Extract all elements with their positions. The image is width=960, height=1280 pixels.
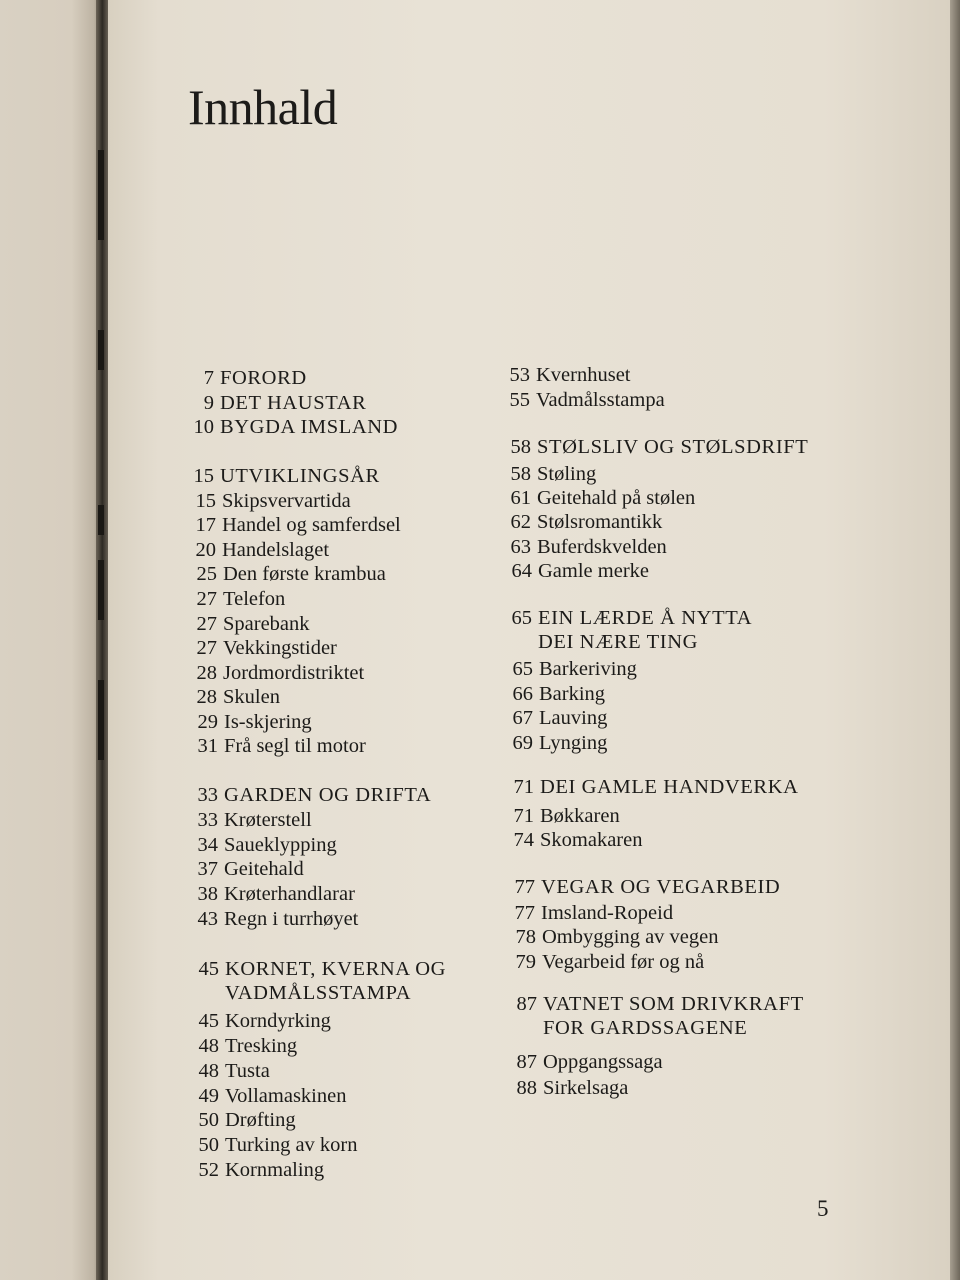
toc-entry [192,734,366,758]
toc-entry-title: Oppgangssaga [543,1051,663,1073]
toc-entry [192,857,304,881]
toc-entry-title: Kornmaling [225,1159,325,1181]
toc-page-number: 37 [197,858,218,880]
toc-page-number: 52 [198,1159,219,1181]
toc-entry-title-continuation: VADMÅLSSTAMPA [225,982,412,1004]
spine-stitch-mark [98,505,104,535]
toc-section-heading [188,464,380,488]
toc-entry [191,661,364,685]
toc-entry-title: Imsland-Ropeid [541,902,674,924]
toc-entry-title: BYGDA IMSLAND [220,416,399,438]
toc-page-number: 77 [514,902,535,924]
toc-entry [504,388,665,412]
toc-entry [190,538,329,562]
toc-page-number: 87 [516,993,537,1015]
toc-entry-title: Vollamaskinen [225,1085,347,1107]
toc-entry-title: Skipsvervartida [222,490,351,512]
toc-entry [192,882,355,906]
toc-entry-title-continuation: DEI NÆRE TING [538,631,699,653]
toc-entry [193,1133,358,1157]
toc-entry-title: Barkeriving [539,658,637,680]
page-title: Innhald [188,79,338,135]
toc-section-heading [509,875,780,899]
toc-page-number: 28 [196,662,217,684]
toc-entry-title: Krøterstell [224,809,312,831]
toc-entry [193,1009,331,1033]
toc-entry [508,828,642,852]
toc-entry-title: Handelslaget [222,539,330,561]
toc-page-number: 17 [195,514,216,536]
toc-entry [193,1034,297,1058]
toc-entry [191,587,285,611]
toc-page-number: 74 [513,829,534,851]
toc-entry [507,682,605,706]
toc-page-number: 65 [511,607,532,629]
toc-section-heading [508,775,799,799]
toc-entry-title: Bøkkaren [540,805,620,827]
toc-entry [191,636,337,660]
toc-entry [511,1076,628,1100]
toc-entry [193,1059,270,1083]
toc-entry-title: Geitehald på stølen [537,487,696,509]
toc-entry-title: Tusta [225,1060,270,1082]
toc-entry [191,685,280,709]
toc-page-number: 7 [203,367,214,389]
toc-entry-title: VEGAR OG VEGARBEID [541,876,781,898]
toc-page-number: 49 [198,1085,219,1107]
toc-entry-title: Korndyrking [225,1010,331,1032]
toc-page-number: 10 [193,416,214,438]
toc-page-number: 15 [193,465,214,487]
toc-page-number: 33 [197,809,218,831]
toc-entry-title: Støling [537,463,597,485]
toc-page-number: 33 [197,784,218,806]
toc-entry [193,1108,296,1132]
toc-page-number: 71 [513,776,534,798]
toc-section-heading [511,992,804,1040]
toc-entry [191,612,310,636]
toc-page-number: 34 [197,834,218,856]
toc-page-number: 27 [196,613,217,635]
toc-page-number: 50 [198,1109,219,1131]
spine-stitch-mark [98,330,104,370]
toc-entry-title: DEI GAMLE HANDVERKA [540,776,799,798]
toc-page-number: 38 [197,883,218,905]
toc-entry-title: UTVIKLINGSÅR [220,465,380,487]
toc-entry [192,907,358,931]
toc-page-number: 27 [196,588,217,610]
toc-page-number: 67 [512,707,533,729]
toc-page-number: 78 [515,926,536,948]
page-edge [950,0,960,1280]
toc-entry [191,562,386,586]
toc-entry-title: Sirkelsaga [543,1077,629,1099]
toc-entry-title: Buferdskvelden [537,536,667,558]
spine-stitch-mark [98,560,104,620]
toc-section-heading [188,415,398,439]
toc-entry-title: Handel og samferdsel [222,514,401,536]
toc-entry-title: Den første krambua [223,563,386,585]
toc-page-number: 48 [198,1060,219,1082]
toc-section-heading [505,435,808,459]
toc-entry-title: Vegarbeid før og nå [542,951,705,973]
toc-page-number: 27 [196,637,217,659]
toc-page-number: 43 [197,908,218,930]
toc-entry-title: Turking av korn [225,1134,358,1156]
toc-page-number: 25 [196,563,217,585]
toc-entry [508,804,620,828]
toc-entry-title: Frå segl til motor [224,735,366,757]
toc-entry-title: Vekkingstider [223,637,337,659]
toc-page-number: 88 [516,1077,537,1099]
toc-page-number: 48 [198,1035,219,1057]
toc-entry [190,513,401,537]
toc-entry-title: Sparebank [223,613,310,635]
toc-entry-title: Stølsromantikk [537,511,663,533]
toc-entry [192,833,337,857]
spine-stitch-mark [98,150,104,240]
toc-page-number: 50 [198,1134,219,1156]
toc-entry-title: Tresking [225,1035,298,1057]
toc-page-number: 53 [509,364,530,386]
toc-entry-title: Geitehald [224,858,304,880]
toc-entry-title: VATNET SOM DRIVKRAFT [543,993,804,1015]
toc-page-number: 77 [514,876,535,898]
left-page [0,0,102,1280]
toc-page-number: 61 [510,487,531,509]
toc-page-number: 45 [198,1010,219,1032]
toc-page-number: 87 [516,1051,537,1073]
toc-page-number: 15 [195,490,216,512]
toc-entry-title: KORNET, KVERNA OG [225,958,447,980]
spine-stitch-mark [98,680,104,760]
toc-section-heading [188,391,366,415]
toc-page-number: 79 [515,951,536,973]
toc-page-number: 65 [512,658,533,680]
toc-page-number: 64 [511,560,532,582]
toc-entry-title: Krøterhandlarar [224,883,355,905]
toc-page-number: 31 [197,735,218,757]
toc-entry-title: DET HAUSTAR [220,392,367,414]
toc-entry [507,657,637,681]
toc-entry [507,706,607,730]
toc-entry [505,486,695,510]
toc-entry-title: Kvernhuset [536,364,631,386]
toc-section-heading [506,606,752,654]
toc-page-number: 66 [512,683,533,705]
toc-entry-title: Drøfting [225,1109,296,1131]
toc-entry-title: Jordmordistriktet [223,662,365,684]
toc-entry [505,510,662,534]
toc-entry [190,489,351,513]
toc-page-number: 55 [509,389,530,411]
toc-entry-title: Saueklypping [224,834,337,856]
toc-page-number: 58 [510,436,531,458]
toc-entry-title: Gamle merke [538,560,649,582]
toc-entry-title: GARDEN OG DRIFTA [224,784,432,806]
toc-entry-title: Telefon [223,588,286,610]
page-number: 5 [817,1196,829,1221]
toc-entry [505,535,667,559]
toc-section-heading [188,366,307,390]
toc-entry-title: FORORD [220,367,307,389]
toc-section-heading [192,783,431,807]
toc-entry [193,1084,346,1108]
toc-entry-title: Lynging [539,732,608,754]
toc-page-number: 71 [513,805,534,827]
toc-page-number: 58 [510,463,531,485]
toc-entry [510,925,719,949]
toc-entry-title: Ombygging av vegen [542,926,719,948]
toc-entry [192,808,312,832]
toc-entry [504,363,631,387]
toc-page-number: 69 [512,732,533,754]
toc-entry-title-continuation: FOR GARDSSAGENE [543,1017,748,1039]
toc-entry [509,901,673,925]
toc-page-number: 28 [196,686,217,708]
toc-section-heading [193,957,446,1005]
toc-entry [507,731,607,755]
toc-entry-title: STØLSLIV OG STØLSDRIFT [537,436,809,458]
toc-page-number: 9 [203,392,214,414]
toc-entry [506,559,649,583]
toc-entry-title: Is-skjering [224,711,312,733]
toc-entry-title: Lauving [539,707,608,729]
toc-entry-title: Skulen [223,686,280,708]
toc-page-number: 62 [510,511,531,533]
toc-page-number: 63 [510,536,531,558]
toc-entry [511,1050,663,1074]
toc-entry-title: Barking [539,683,606,705]
toc-entry [192,710,312,734]
toc-entry [193,1158,324,1182]
toc-entry-title: Vadmålsstampa [536,389,665,411]
toc-entry-title: Regn i turrhøyet [224,908,359,930]
toc-page-number: 45 [198,958,219,980]
toc-entry-title: Skomakaren [540,829,643,851]
toc-page-number: 29 [197,711,218,733]
toc-entry-title: EIN LÆRDE Å NYTTA [538,607,753,629]
toc-page-number: 20 [195,539,216,561]
toc-entry [510,950,704,974]
toc-entry [505,462,596,486]
